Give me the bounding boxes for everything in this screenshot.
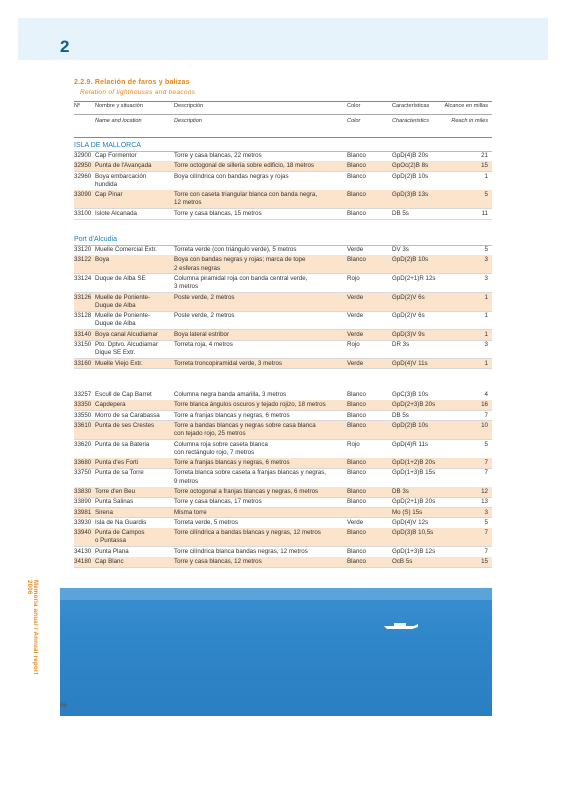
light-characteristics: DB 5s — [392, 411, 409, 419]
light-characteristics: GpD(2+1)R 12s — [392, 274, 436, 282]
light-description: Torre octogonal a franjas blancas y negras, 6 metros — [174, 488, 319, 495]
light-number: 33350 — [74, 401, 92, 409]
light-number: 33620 — [74, 440, 92, 448]
light-number: 33550 — [74, 411, 92, 419]
light-description: Boya con bandas negras y rojas; marca de tope — [174, 256, 306, 264]
light-reach: 1 — [484, 172, 488, 180]
light-characteristics: GpD(1+3)B 15s — [392, 469, 436, 477]
light-characteristics: GpD(2+1)B 20s — [392, 498, 436, 506]
light-name: Punta de l'Avançada — [95, 162, 152, 170]
light-description: con rectángulo rojo, 7 metros — [174, 448, 255, 456]
light-number: 33140 — [74, 330, 92, 338]
chapter-number: 2 — [60, 37, 70, 56]
light-description: Torreta troncopiramidal verde, 3 metros — [174, 359, 282, 367]
light-description: 12 metros — [174, 199, 202, 207]
light-characteristics: GpD(3)B 10,5s — [392, 529, 434, 537]
light-description: Torre y casa blancas, 15 metros — [174, 209, 262, 217]
light-description: Torre a franjas blancas y negras, 6 metros — [174, 411, 290, 419]
light-characteristics: GpD(3)V 9s — [392, 330, 425, 338]
light-description: Torre blanca ángulos oscuros y tejado rojizo, 18 metros — [174, 401, 326, 409]
light-description: Torre octogonal de sillería sobre edificio, 18 metros — [174, 162, 314, 170]
light-description: Torre cilíndrica blanca bandas negras, 12 metros — [174, 547, 308, 555]
light-characteristics: GpOc(2)B 8s — [392, 162, 429, 170]
light-reach: 15 — [481, 162, 488, 170]
light-characteristics: GpD(4)R 11s — [392, 440, 428, 448]
light-number: 33150 — [74, 341, 92, 348]
light-characteristics: GpD(2)B 10s — [392, 172, 429, 180]
light-number: 32950 — [74, 162, 92, 170]
light-reach: 3 — [484, 341, 488, 348]
light-number: 32900 — [74, 152, 92, 159]
light-number: 33610 — [74, 421, 92, 429]
light-name: Morro de sa Carabassa — [95, 411, 160, 419]
light-color: Verde — [347, 246, 364, 253]
light-description: Torre y casa blancas, 22 metros — [174, 152, 262, 159]
light-number: 33122 — [74, 256, 92, 264]
divider — [74, 114, 492, 115]
section-title: 2.2.9. Relación de faros y balizas — [74, 79, 190, 86]
row-shade — [74, 557, 492, 567]
light-reach: 5 — [484, 191, 488, 199]
light-color: Blanco — [347, 547, 366, 555]
light-characteristics: GpD(3)B 13s — [392, 191, 429, 199]
light-number: 33257 — [74, 391, 92, 398]
light-description: Boya cilíndrica con bandas negras y rojas — [174, 172, 289, 180]
light-reach: 13 — [481, 498, 488, 506]
light-name: Punta de ses Crestes — [95, 421, 155, 429]
light-name: Cap Formentor — [95, 152, 137, 159]
light-name: Punta Salinas — [95, 498, 134, 506]
light-number: 34180 — [74, 558, 92, 566]
light-number: 33124 — [74, 274, 92, 282]
light-name: Muelle Viejo Extr. — [95, 359, 143, 367]
light-reach: 7 — [484, 469, 488, 477]
light-reach: 3 — [484, 508, 488, 516]
light-name: Torre d'en Beu — [95, 488, 136, 495]
light-characteristics: GpD(1+2)B 20s — [392, 459, 436, 467]
light-description: Torre a franjas blancas y negras, 6 metros — [174, 459, 290, 467]
light-description: 9 metros — [174, 477, 199, 485]
light-number: 33126 — [74, 293, 92, 301]
light-color: Verde — [347, 518, 364, 526]
header-desc-en: Description — [174, 118, 202, 124]
light-color: Blanco — [347, 401, 366, 409]
light-reach: 11 — [481, 209, 488, 217]
light-color: Blanco — [347, 256, 366, 264]
light-reach: 3 — [484, 274, 488, 282]
divider — [74, 101, 492, 102]
section-subtitle: Relation of lighthouses and beacons — [80, 89, 196, 96]
light-description: Poste verde, 2 metros — [174, 312, 235, 320]
light-reach: 15 — [481, 558, 488, 566]
light-characteristics: GpD(4)B 20s — [392, 152, 429, 159]
light-reach: 5 — [484, 246, 488, 253]
light-color: Blanco — [347, 558, 366, 566]
light-color: Verde — [347, 293, 364, 301]
light-name: Duque de Alba — [95, 301, 136, 309]
light-reach: 10 — [481, 421, 488, 429]
light-color: Blanco — [347, 469, 366, 477]
light-reach: 12 — [481, 488, 488, 495]
light-description: Torreta blanca sobre caseta a franjas blancas y negras, — [174, 469, 327, 477]
light-number: 32960 — [74, 172, 92, 180]
light-number: 33890 — [74, 498, 92, 506]
light-reach: 1 — [484, 330, 488, 338]
light-color: Verde — [347, 312, 364, 320]
light-color: Blanco — [347, 191, 366, 199]
light-reach: 5 — [484, 440, 488, 448]
light-characteristics: OcB 5s — [392, 558, 413, 566]
light-number: 33830 — [74, 488, 92, 495]
light-characteristics: GpD(2+3)B 20s — [392, 401, 436, 409]
light-name: Duque de Alba SE — [95, 274, 146, 282]
light-name: Punta de sa Torre — [95, 469, 144, 477]
light-name: Dique SE Extr. — [95, 349, 136, 357]
light-reach: 5 — [484, 518, 488, 526]
light-number: 33930 — [74, 518, 92, 526]
light-color: Verde — [347, 359, 364, 367]
light-number: 34130 — [74, 547, 92, 555]
light-description: 2 esferas negras — [174, 264, 221, 272]
light-name: Punta de Campos — [95, 529, 145, 537]
header-reach-en: Reach in miles — [451, 118, 488, 124]
light-number: 33750 — [74, 469, 92, 477]
light-number: 33128 — [74, 312, 92, 320]
light-name: Capdepera — [95, 401, 126, 409]
divider — [74, 368, 492, 369]
horizon — [60, 588, 492, 600]
light-description: Columna piramidal roja con banda central verde, — [174, 274, 308, 282]
light-name: Sirena — [95, 508, 113, 516]
light-number: 33100 — [74, 209, 92, 217]
light-description: Poste verde, 2 metros — [174, 293, 235, 301]
light-name: Punta Plana — [95, 547, 129, 555]
light-reach: 7 — [484, 547, 488, 555]
light-reach: 7 — [484, 529, 488, 537]
light-description: Torreta verde, 5 metros — [174, 518, 238, 526]
light-reach: 7 — [484, 411, 488, 419]
light-name: Muelle Comercial Extr. — [95, 246, 157, 253]
light-name: Pto. Dptvo. Alcudiamar — [95, 341, 158, 348]
light-color: Blanco — [347, 172, 366, 180]
light-color: Rojo — [347, 440, 360, 448]
light-number: 33160 — [74, 359, 92, 367]
light-color: Blanco — [347, 488, 366, 495]
header-band — [18, 18, 548, 60]
light-description: Columna roja sobre caseta blanca — [174, 440, 268, 448]
light-reach: 1 — [484, 293, 488, 301]
light-number: 33981 — [74, 508, 92, 516]
row-shade — [74, 508, 492, 518]
page-number: 86 — [60, 703, 67, 709]
light-description: Torre y casa blancas, 12 metros — [174, 558, 262, 566]
light-color: Blanco — [347, 152, 366, 159]
light-description: Torre con caseta triangular blanca con banda negra, — [174, 191, 318, 199]
light-characteristics: GpD(4)V 12s — [392, 518, 429, 526]
light-characteristics: DR 3s — [392, 341, 410, 348]
light-reach: 1 — [484, 359, 488, 367]
light-characteristics: GpD(4)V 11s — [392, 359, 428, 367]
light-color: Blanco — [347, 498, 366, 506]
light-characteristics: GpD(1+3)B 12s — [392, 547, 436, 555]
light-name: Duque de Alba — [95, 320, 136, 328]
light-color: Blanco — [347, 162, 366, 170]
header-desc: Descripción — [174, 103, 204, 109]
light-characteristics: DV 3s — [392, 246, 409, 253]
light-characteristics: DB 3s — [392, 488, 409, 495]
header-name: Nombre y situación — [95, 103, 143, 109]
light-number: 33090 — [74, 191, 92, 199]
light-description: Boya lateral estribor — [174, 330, 230, 338]
light-name: Muelle de Poniente- — [95, 293, 151, 301]
light-reach: 16 — [481, 401, 488, 409]
light-description: Torre y casa blancas, 17 metros — [174, 498, 262, 506]
yacht-icon — [384, 622, 418, 629]
light-name: Cap Pinar — [95, 191, 123, 199]
light-color: Verde — [347, 330, 364, 338]
light-characteristics: DB 5s — [392, 209, 409, 217]
light-description: Torreta roja, 4 metros — [174, 341, 233, 348]
light-name: Punta de sa Bateria — [95, 440, 150, 448]
light-description: con tejado rojo, 25 metros — [174, 430, 246, 438]
divider — [74, 137, 492, 138]
light-number: 33120 — [74, 246, 92, 253]
divider — [74, 219, 492, 220]
divider — [74, 151, 492, 152]
light-name: Escull de Cap Barret — [95, 391, 152, 398]
light-characteristics: GpD(2)V 6s — [392, 312, 425, 320]
light-reach: 21 — [481, 152, 488, 159]
divider — [74, 567, 492, 568]
light-description: Torre a bandas blancas y negras sobre casa blanca — [174, 421, 316, 429]
header-num: Nº — [74, 103, 81, 109]
light-color: Rojo — [347, 274, 360, 282]
light-characteristics: GpD(2)V 6s — [392, 293, 425, 301]
light-description: Columna negra banda amarilla, 3 metros — [174, 391, 287, 398]
header-color: Color — [347, 103, 361, 109]
header-name-en: Name and location — [95, 118, 142, 124]
light-description: Misma torre — [174, 508, 207, 516]
light-name: Boya canal Alcudiamar — [95, 330, 158, 338]
light-characteristics: Mo (S) 15s — [392, 508, 423, 516]
group-title: ISLA DE MALLORCA — [74, 142, 141, 149]
light-color: Blanco — [347, 421, 366, 429]
light-description: Torreta verde (con triángulo verde), 5 metros — [174, 246, 297, 253]
sea-photo — [60, 588, 492, 716]
light-name: Punta d'es Forti — [95, 459, 139, 467]
light-name: Islote Alcanada — [95, 209, 137, 217]
group-title: Port d'Alcudia — [74, 236, 117, 243]
light-reach: 1 — [484, 312, 488, 320]
header-reach: Alcance en millas — [444, 103, 488, 109]
light-color: Blanco — [347, 209, 366, 217]
side-caption: Memoria anual / Annual report 2006 — [26, 580, 38, 675]
light-name: Muelle de Poniente- — [95, 312, 151, 320]
light-description: Torre cilíndrica a bandas blancas y negras, 12 metros — [174, 529, 321, 537]
light-reach: 4 — [484, 391, 488, 398]
light-name: o Puntassa — [95, 537, 126, 545]
light-number: 33940 — [74, 529, 92, 537]
header-color-en: Color — [347, 118, 361, 124]
header-char-en: Characteristics — [392, 118, 429, 124]
light-reach: 7 — [484, 459, 488, 467]
light-reach: 3 — [484, 256, 488, 264]
light-description: 3 metros — [174, 283, 199, 291]
light-name: Cap Blanc — [95, 558, 124, 566]
light-characteristics: GpD(2)B 10s — [392, 421, 429, 429]
light-name: Boya embarcación — [95, 172, 147, 180]
light-characteristics: GpD(2)B 10s — [392, 256, 429, 264]
light-color: Blanco — [347, 411, 366, 419]
light-color: Blanco — [347, 459, 366, 467]
light-name: Boya — [95, 256, 110, 264]
light-number: 33680 — [74, 459, 92, 467]
light-name: hundida — [95, 180, 118, 188]
light-color: Rojo — [347, 341, 360, 348]
light-name: Isla de Na Guardis — [95, 518, 147, 526]
light-color: Blanco — [347, 529, 366, 537]
header-char: Características — [392, 103, 430, 109]
light-color: Blanco — [347, 391, 366, 398]
light-characteristics: GpC(3)B 10s — [392, 391, 429, 398]
